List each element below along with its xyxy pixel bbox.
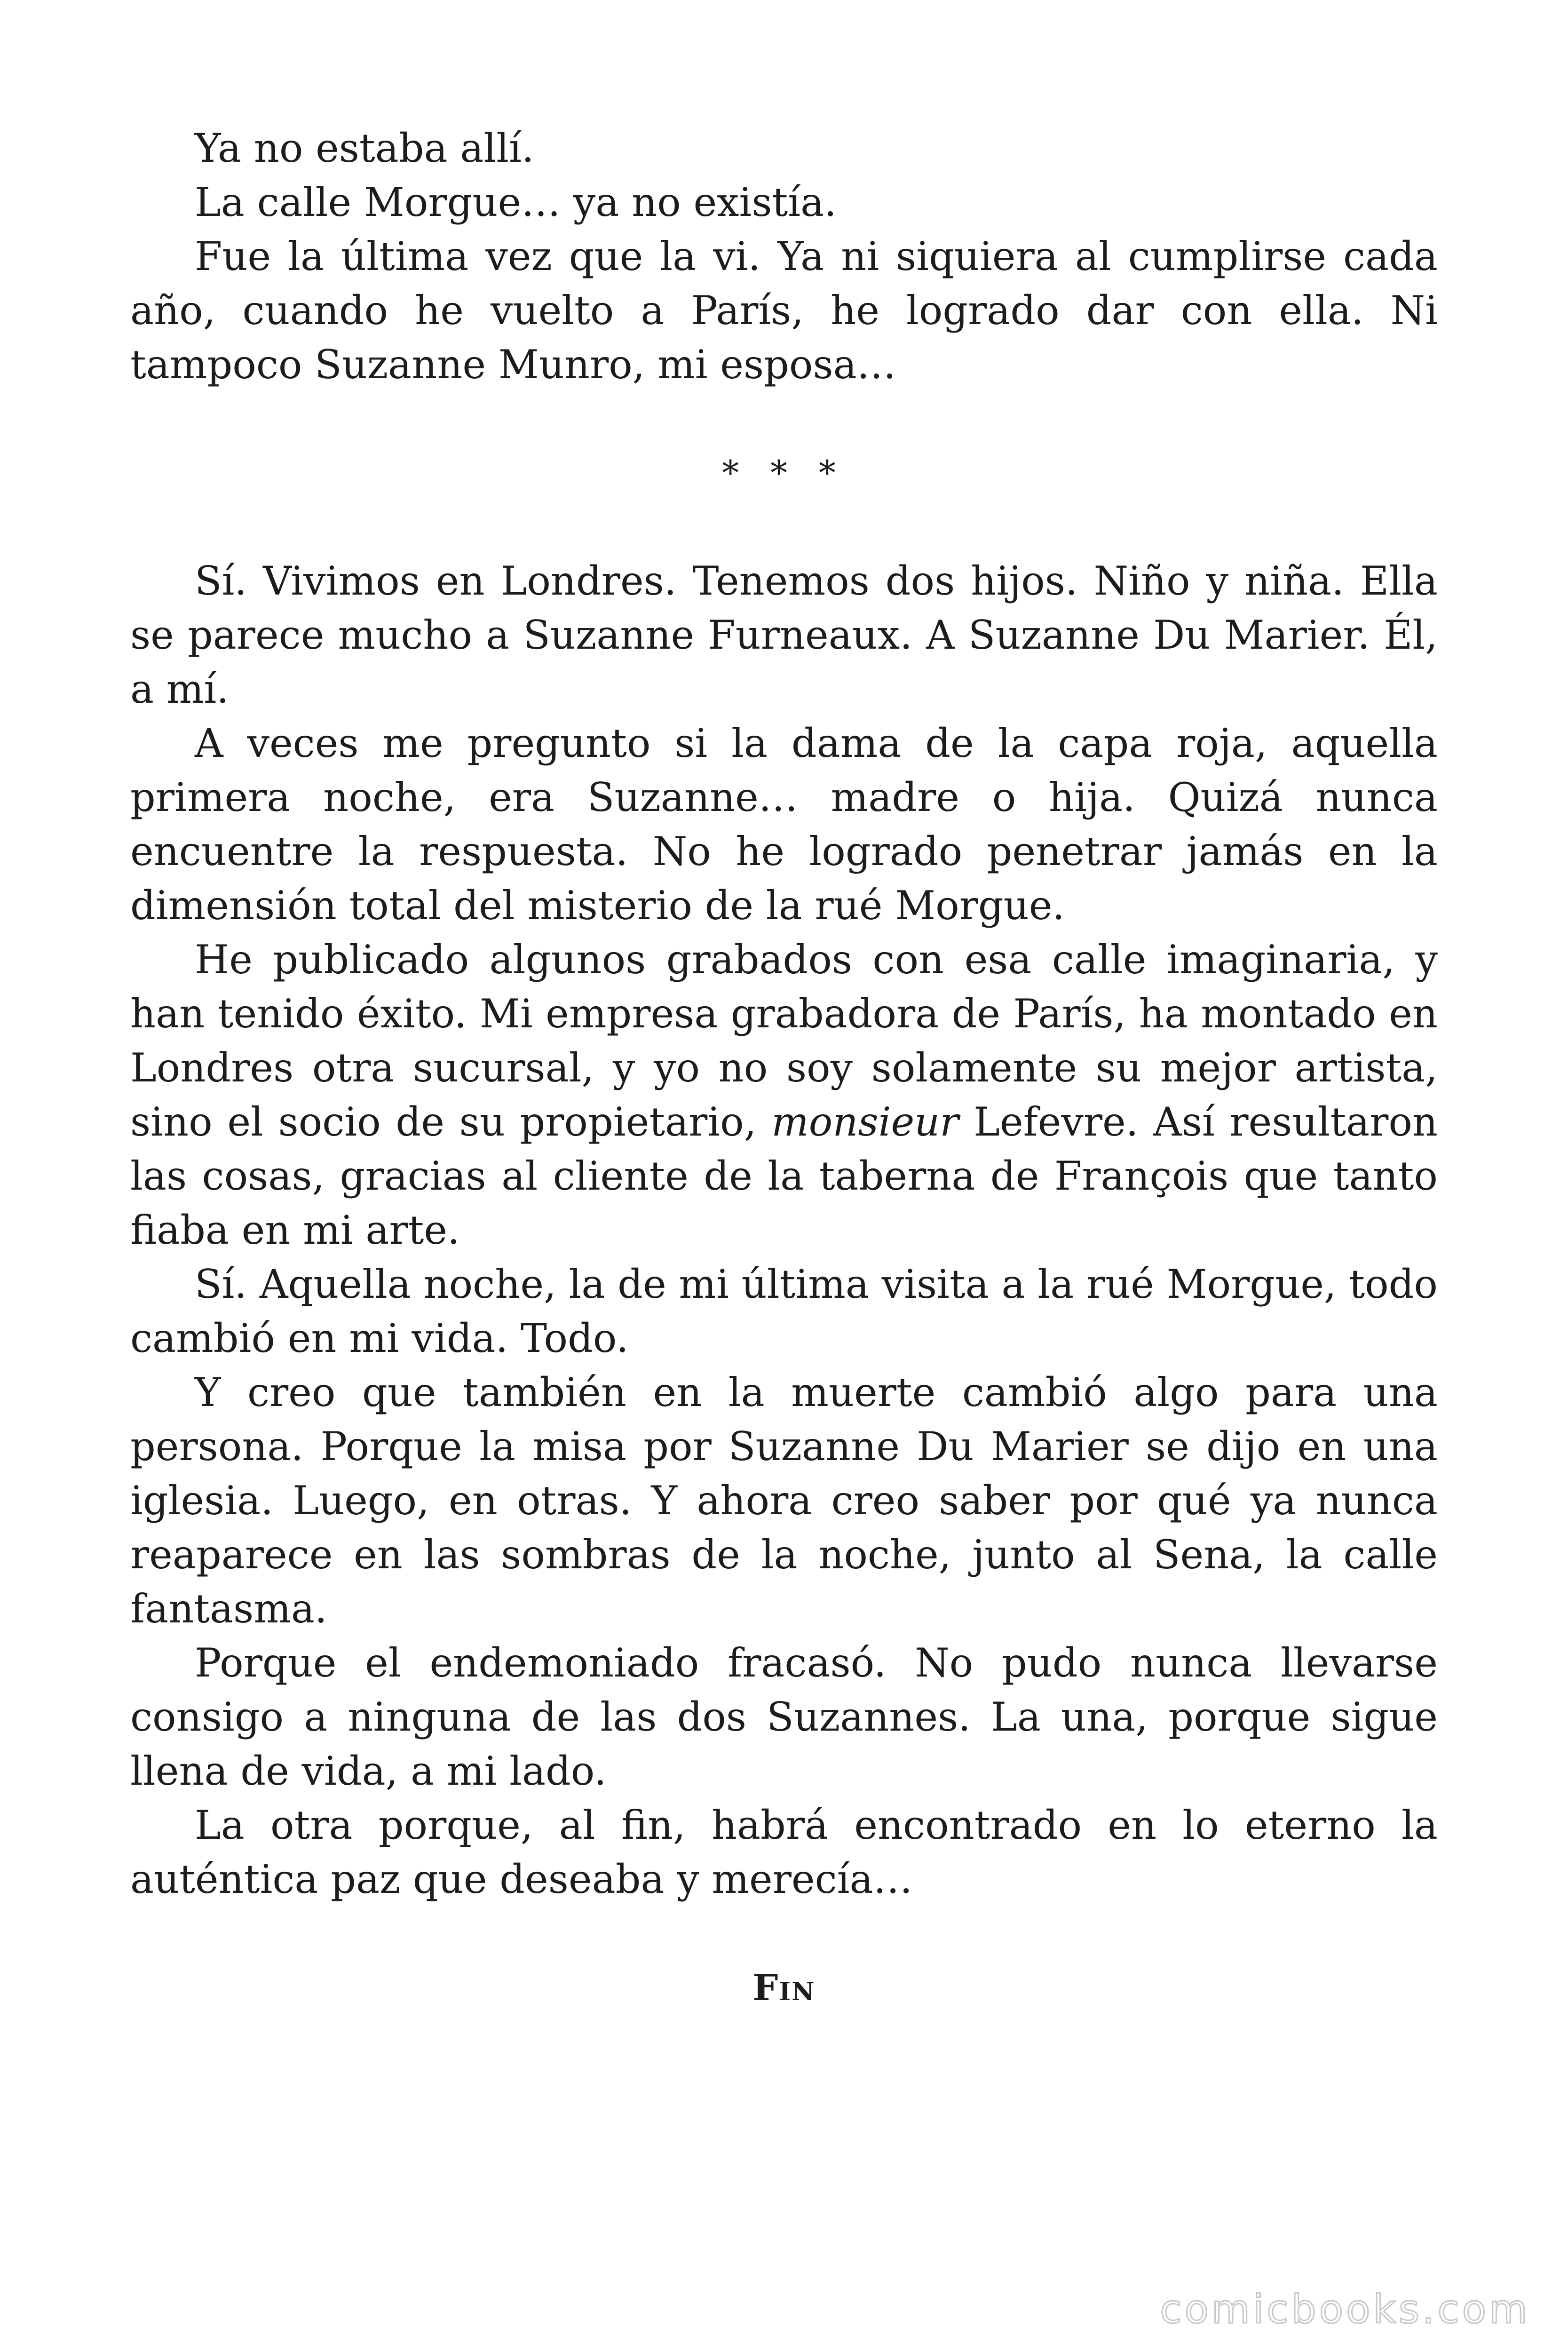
paragraph: Sí. Vivimos en Londres. Tenemos dos hijos. Niño y niña. Ella se parece mucho a Suzanne Furneaux. A Suzanne Du Marier. Él, a mí. [130, 558, 1438, 712]
paragraph-text: He publicado algunos grabados con esa calle imaginaria, y han tenido éxito. Mi empresa grabadora de París, ha montado en Londres otra sucursal, y yo no soy solamente su mejor artista, sino el socio de su propietario, [130, 937, 1438, 1145]
paragraph-text: Lefevre. Así resultaron las cosas, gracias al cliente de la taberna de François que tanto fiaba en mi arte. [130, 1099, 1438, 1253]
section-separator: * * * [722, 453, 846, 493]
italic-word: monsieur [771, 1099, 959, 1145]
paragraph [130, 933, 1438, 1257]
paragraph: Fue la última vez que la vi. Ya ni siquiera al cumplirse cada año, cuando he vuelto a París, he logrado dar con ella. Ni tampoco Suzanne Munro, mi esposa… [130, 233, 1438, 388]
section-break [130, 392, 1438, 554]
paragraph: A veces me pregunto si la dama de la capa roja, aquella primera noche, era Suzanne… madre o hija. Quizá nunca encuentre la respuesta. No he logrado penetrar jamás en la dimensión total del misterio de la rué Morgue. [130, 720, 1438, 929]
body-text [130, 121, 1438, 2015]
watermark-text: comicbooks.com [1160, 2286, 1530, 2332]
end-section [130, 1907, 1438, 2015]
paragraph: Sí. Aquella noche, la de mi última visita a la rué Morgue, todo cambió en mi vida. Todo. [130, 1261, 1438, 1361]
paragraph: Ya no estaba allí. [195, 125, 534, 171]
paragraph: La otra porque, al fin, habrá encontrado en lo eterno la auténtica paz que deseaba y merecía… [130, 1802, 1438, 1902]
paragraph: Y creo que también en la muerte cambió algo para una persona. Porque la misa por Suzanne Du Marier se dijo en una iglesia. Luego, en otras. Y ahora creo saber por qué ya nunca reaparece en las sombras de la noche, junto al Sena, la calle fantasma. [130, 1369, 1438, 1632]
paragraph: Porque el endemoniado fracasó. No pudo nunca llevarse consigo a ninguna de las dos Suzannes. La una, porque sigue llena de vida, a mi lado. [130, 1640, 1438, 1794]
paragraph: La calle Morgue… ya no existía. [195, 179, 837, 225]
end-title: Fin [752, 1967, 816, 2009]
